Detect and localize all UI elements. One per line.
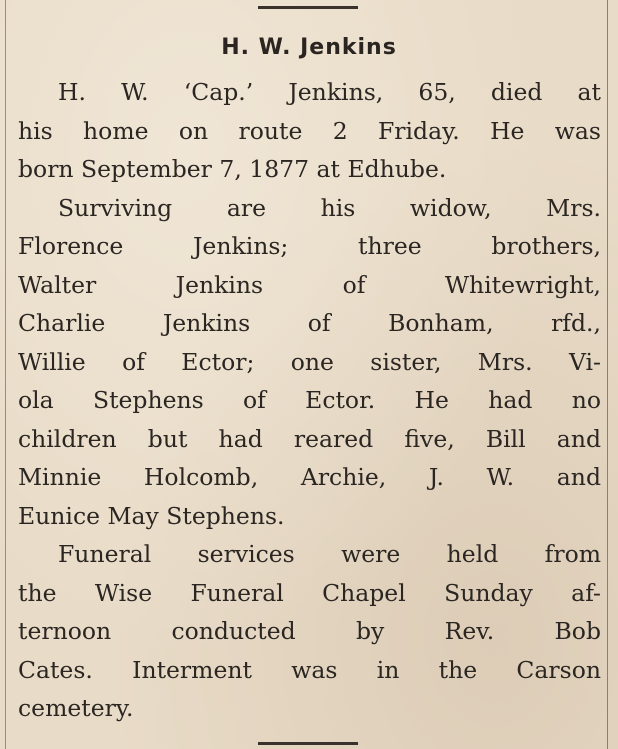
text-line: Charlie Jenkins of Bonham, rfd.,: [18, 309, 601, 337]
text-line: Willie of Ector; one sister, Mrs. Vi-: [18, 347, 601, 376]
text-line: Minnie Holcomb, Archie, J. W. and: [18, 463, 601, 491]
text-line: children but had reared five, Bill and: [18, 424, 601, 453]
text-line: H. W. ‘Cap.’ Jenkins, 65, died at: [58, 78, 601, 106]
text-line: born September 7, 1877 at Edhube.: [18, 155, 447, 183]
text-line: Surviving are his widow, Mrs.: [58, 193, 601, 222]
top-separator-rule: [258, 6, 358, 9]
text-line: ola Stephens of Ector. He had no: [18, 386, 601, 414]
text-line: Eunice May Stephens.: [18, 501, 285, 530]
text-line: Walter Jenkins of Whitewright,: [18, 270, 601, 299]
text-line: ternoon conducted by Rev. Bob: [18, 617, 601, 645]
text-line: Funeral services were held from: [58, 540, 601, 568]
obituary-headline: H. W. Jenkins: [221, 35, 397, 60]
text-line: the Wise Funeral Chapel Sunday af-: [18, 578, 601, 607]
text-line: Florence Jenkins; three brothers,: [18, 232, 601, 260]
obituary-body: [18, 73, 601, 728]
text-line: cemetery.: [18, 694, 134, 722]
bottom-separator-rule: [258, 742, 358, 745]
column-rule-right: [607, 0, 608, 749]
text-line: Cates. Interment was in the Carson: [18, 655, 601, 684]
column-rule-left: [5, 0, 6, 749]
text-line: his home on route 2 Friday. He was: [18, 116, 601, 145]
